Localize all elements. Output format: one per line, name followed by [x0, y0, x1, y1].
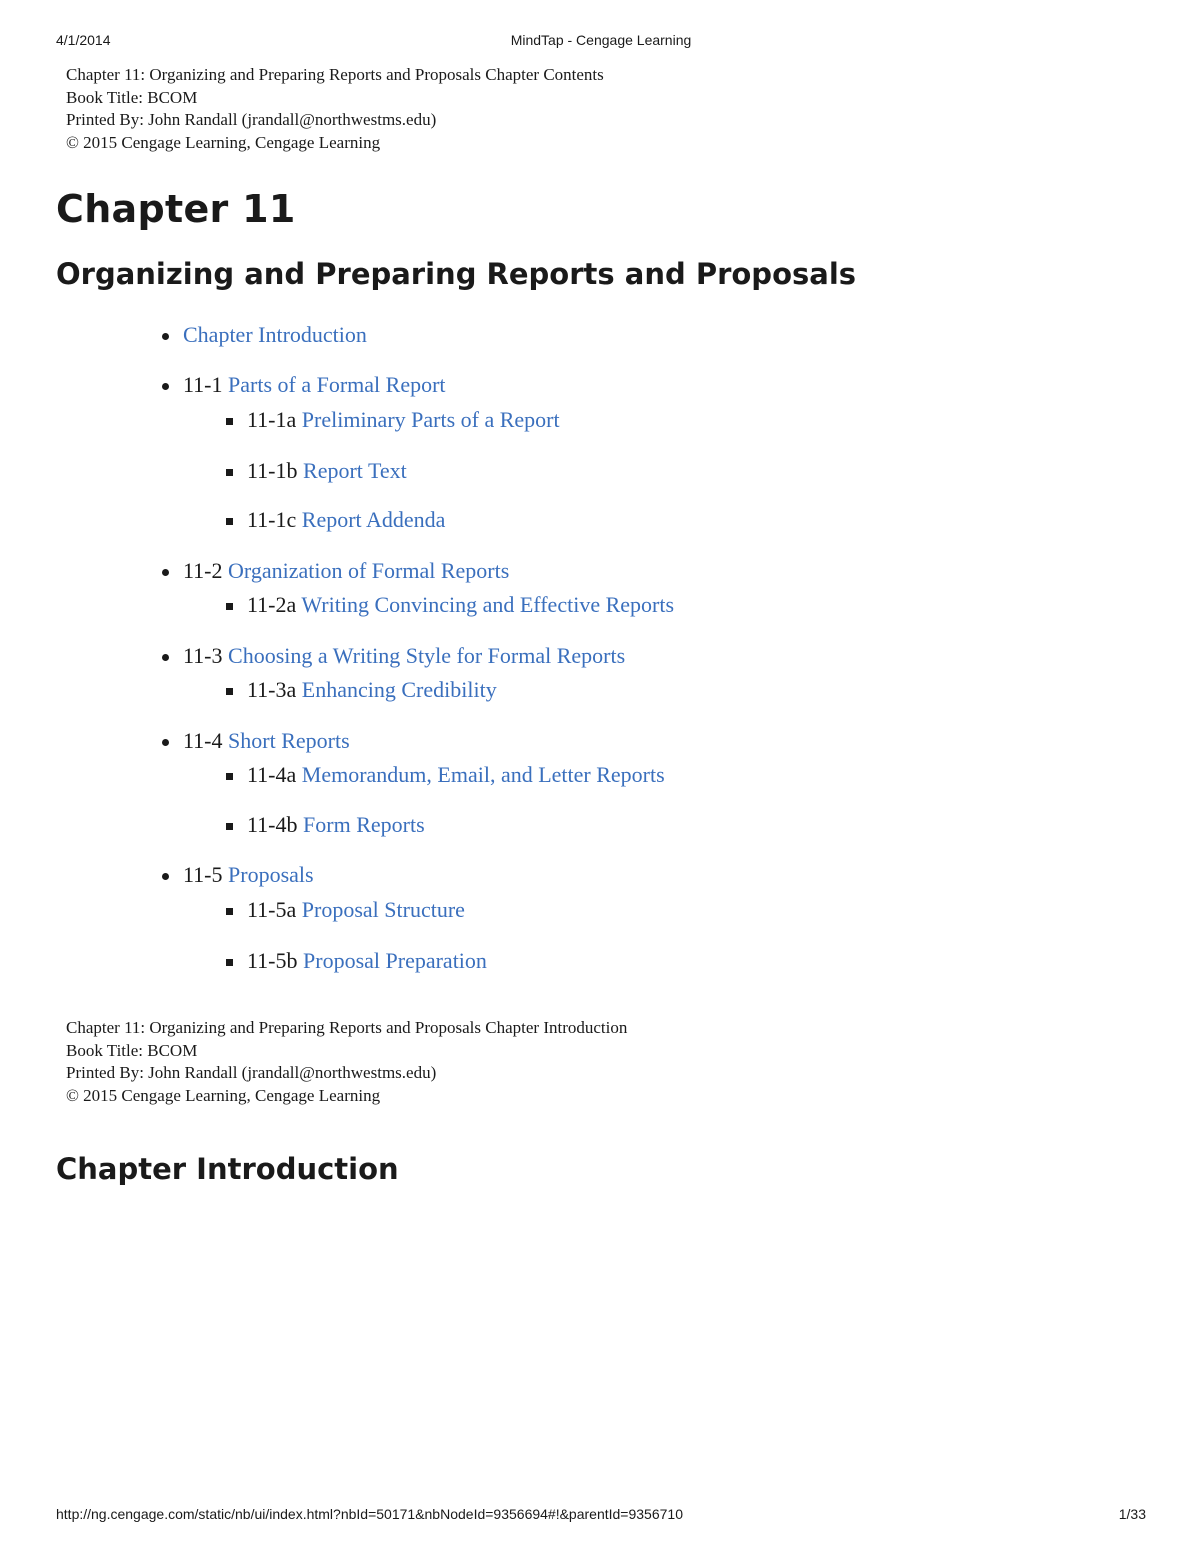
page-number: 1/33 [1118, 1506, 1146, 1522]
toc-link-proposal-structure[interactable]: Proposal Structure [301, 897, 465, 922]
print-footer [56, 1506, 1146, 1524]
meta-heading: Chapter 11: Organizing and Preparing Reports and Proposals Chapter Contents [66, 65, 604, 84]
toc-link-proposal-preparation[interactable]: Proposal Preparation [303, 948, 487, 973]
toc-number: 11-1a [247, 407, 297, 432]
square-bullet-icon [226, 518, 233, 525]
print-url: http://ng.cengage.com/static/nb/ui/index.html?nbId=50171&nbNodeId=9356694#!&parentId=9356710 [56, 1506, 683, 1522]
meta-heading: Chapter 11: Organizing and Preparing Reports and Proposals Chapter Introduction [66, 1018, 628, 1037]
chapter-contents-meta [66, 64, 604, 154]
toc-link-report-addenda[interactable]: Report Addenda [301, 507, 446, 532]
toc-link-proposals[interactable]: Proposals [228, 862, 314, 887]
toc-item-11-1a [247, 406, 560, 434]
square-bullet-icon [226, 908, 233, 915]
toc-item-11-4a [247, 761, 665, 789]
toc-number: 11-2 [183, 558, 223, 583]
toc-item-11-3a [247, 676, 497, 704]
toc-item-intro [183, 321, 367, 349]
print-page-title: MindTap - Cengage Learning [510, 32, 692, 48]
bullet-icon [162, 383, 169, 390]
toc-number: 11-4 [183, 728, 223, 753]
toc-number: 11-1 [183, 372, 223, 397]
toc-item-11-1c [247, 506, 445, 534]
meta-printed-by: Printed By: John Randall (jrandall@northwestms.edu) [66, 1063, 437, 1082]
chapter-introduction-meta [66, 1017, 627, 1107]
toc-link-short-reports[interactable]: Short Reports [228, 728, 350, 753]
toc-link-chapter-introduction[interactable]: Chapter Introduction [183, 322, 367, 347]
meta-book-title: Book Title: BCOM [66, 87, 198, 107]
toc-item-11-2 [183, 557, 509, 585]
meta-book-title: Book Title: BCOM [66, 1040, 198, 1060]
bullet-icon [162, 654, 169, 661]
toc-item-11-3 [183, 642, 625, 670]
toc-number: 11-5a [247, 897, 297, 922]
toc-link-parts-of-formal-report[interactable]: Parts of a Formal Report [228, 372, 446, 397]
section-heading: Chapter Introduction [56, 1152, 399, 1186]
toc-item-11-1 [183, 371, 446, 399]
meta-printed-by: Printed By: John Randall (jrandall@northwestms.edu) [66, 110, 437, 129]
bullet-icon [162, 873, 169, 880]
print-header [56, 32, 1146, 50]
square-bullet-icon [226, 418, 233, 425]
bullet-icon [162, 739, 169, 746]
toc-number: 11-1b [247, 458, 298, 483]
square-bullet-icon [226, 603, 233, 610]
toc-number: 11-4a [247, 762, 297, 787]
chapter-label: Chapter 11 [56, 187, 296, 231]
toc-link-form-reports[interactable]: Form Reports [303, 812, 425, 837]
meta-copyright: © 2015 Cengage Learning, Cengage Learning [66, 132, 381, 152]
toc-link-memorandum-email-letter[interactable]: Memorandum, Email, and Letter Reports [301, 762, 665, 787]
toc-number: 11-5b [247, 948, 298, 973]
toc-item-11-1b [247, 457, 407, 485]
toc-number: 11-1c [247, 507, 297, 532]
toc-link-writing-convincing-reports[interactable]: Writing Convincing and Effective Reports [301, 592, 675, 617]
square-bullet-icon [226, 959, 233, 966]
toc-item-11-4 [183, 727, 350, 755]
toc-item-11-4b [247, 811, 425, 839]
toc-number: 11-3 [183, 643, 223, 668]
toc-link-preliminary-parts[interactable]: Preliminary Parts of a Report [301, 407, 560, 432]
bullet-icon [162, 333, 169, 340]
toc-link-organization-of-formal-reports[interactable]: Organization of Formal Reports [228, 558, 510, 583]
toc-link-report-text[interactable]: Report Text [303, 458, 407, 483]
toc-link-choosing-writing-style[interactable]: Choosing a Writing Style for Formal Reports [228, 643, 626, 668]
chapter-title: Organizing and Preparing Reports and Proposals [56, 257, 857, 291]
toc-number: 11-5 [183, 862, 223, 887]
toc-number: 11-4b [247, 812, 298, 837]
toc-number: 11-2a [247, 592, 297, 617]
square-bullet-icon [226, 688, 233, 695]
square-bullet-icon [226, 469, 233, 476]
meta-copyright: © 2015 Cengage Learning, Cengage Learning [66, 1085, 381, 1105]
toc-item-11-5a [247, 896, 465, 924]
square-bullet-icon [226, 823, 233, 830]
toc-item-11-5b [247, 947, 487, 975]
toc-number: 11-3a [247, 677, 297, 702]
toc-item-11-2a [247, 591, 674, 619]
square-bullet-icon [226, 773, 233, 780]
print-date: 4/1/2014 [56, 32, 111, 48]
bullet-icon [162, 569, 169, 576]
toc-item-11-5 [183, 861, 314, 889]
toc-link-enhancing-credibility[interactable]: Enhancing Credibility [301, 677, 497, 702]
